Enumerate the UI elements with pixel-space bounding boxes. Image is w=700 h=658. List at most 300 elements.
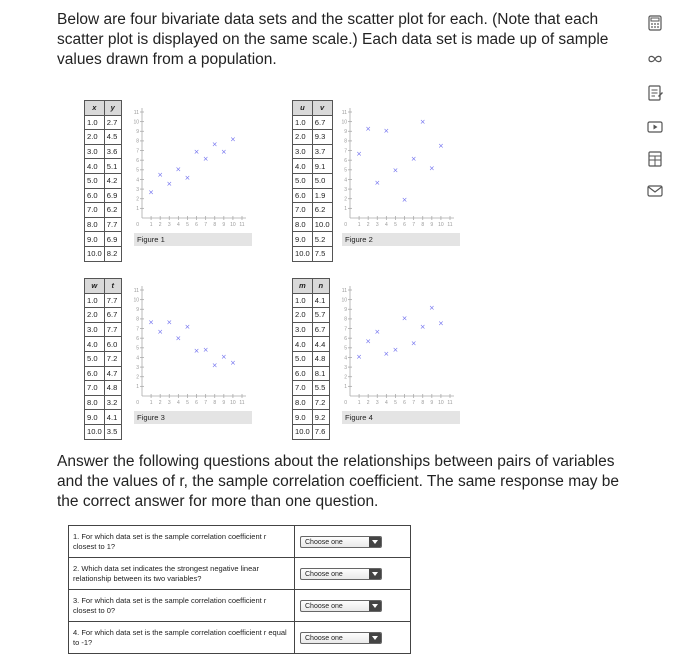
- data-point: ×: [175, 165, 182, 174]
- table-row: [85, 308, 122, 323]
- x-tick-label: 4: [176, 400, 180, 406]
- table-cell: 4.8: [312, 351, 329, 366]
- table-cell: 4.0: [85, 159, 105, 174]
- figure-label: Figure 3: [134, 411, 252, 424]
- chevron-down-icon: [369, 633, 381, 643]
- data-point: ×: [410, 154, 417, 163]
- table-cell: 4.4: [312, 337, 329, 352]
- y-tick-label: 7: [344, 148, 347, 155]
- intro-text: Below are four bivariate data sets and the scatter plot for each. (Note that each scatter plot is displayed on the same scale.) Each data set is made up of sample values drawn from a population.: [57, 11, 609, 68]
- data-point: ×: [410, 339, 417, 348]
- data-point: ×: [193, 148, 200, 157]
- y-tick-label: 2: [136, 374, 139, 381]
- column-header: v: [312, 101, 332, 116]
- table-cell: 8.0: [293, 395, 313, 410]
- table-cell: 7.0: [293, 203, 313, 218]
- table-row: [85, 217, 122, 232]
- y-tick-label: 11: [133, 287, 139, 294]
- data-point: ×: [437, 319, 444, 328]
- table-cell: 7.2: [312, 395, 329, 410]
- answer-select[interactable]: [300, 536, 382, 548]
- figure-label: Figure 4: [342, 411, 460, 424]
- table-cell: 5.0: [312, 173, 332, 188]
- table-row: [293, 366, 330, 381]
- data-point: ×: [229, 358, 236, 367]
- infinity-icon[interactable]: [646, 50, 664, 68]
- table-row: [293, 395, 330, 410]
- x-tick-label: 8: [421, 400, 425, 406]
- table-row: [293, 337, 330, 352]
- y-tick-label: 2: [136, 196, 139, 203]
- x-tick-label: 3: [167, 222, 171, 228]
- table-row: [293, 232, 333, 247]
- x-tick-label: 4: [384, 400, 388, 406]
- data-point: ×: [374, 327, 381, 336]
- table-cell: 9.0: [293, 410, 313, 425]
- data-point: ×: [383, 126, 390, 135]
- chevron-down-icon: [369, 601, 381, 611]
- table-cell: 6.0: [85, 188, 105, 203]
- data-point: ×: [428, 303, 435, 312]
- table-cell: 9.0: [293, 232, 313, 247]
- y-tick-label: 10: [341, 297, 347, 304]
- table-cell: 3.0: [293, 144, 313, 159]
- data-table-3: [84, 278, 122, 440]
- y-tick-label: 1: [136, 206, 139, 213]
- x-tick-label: 7: [204, 222, 208, 228]
- x-tick-label: 5: [186, 222, 189, 228]
- dataset-panel-4: [292, 278, 482, 437]
- table-cell: 4.0: [293, 337, 313, 352]
- table-cell: 10.0: [293, 246, 313, 261]
- data-point: ×: [229, 135, 236, 144]
- x-tick-label: 2: [158, 400, 162, 406]
- table-cell: 6.0: [104, 337, 121, 352]
- scatter-plot: [342, 278, 460, 410]
- data-point: ×: [184, 174, 191, 183]
- question-row: [69, 558, 411, 590]
- x-tick-label: 7: [204, 400, 208, 406]
- data-point: ×: [428, 164, 435, 173]
- table-cell: 3.0: [85, 322, 105, 337]
- data-table-4: [292, 278, 330, 440]
- dataset-panel-2: [292, 100, 482, 259]
- table-cell: 9.0: [85, 232, 105, 247]
- question-text: 2. Which data set indicates the strongest negative linear relationship between its two variables?: [69, 558, 295, 590]
- table-cell: 8.0: [293, 217, 313, 232]
- table-row: [85, 144, 122, 159]
- y-tick-label: 8: [344, 316, 347, 323]
- y-tick-label: 7: [136, 148, 139, 155]
- y-tick-label: 5: [136, 167, 139, 174]
- data-point: ×: [157, 171, 164, 180]
- x-tick-label: 9: [430, 222, 434, 228]
- x-tick-label: 2: [366, 222, 370, 228]
- table-row: [293, 351, 330, 366]
- y-tick-label: 1: [136, 384, 139, 391]
- table-row: [293, 130, 333, 145]
- table-row: [85, 410, 122, 425]
- data-point: ×: [148, 188, 155, 197]
- x-tick-label: 5: [186, 400, 189, 406]
- table-cell: 4.5: [104, 130, 121, 145]
- table-row: [85, 322, 122, 337]
- column-header: n: [312, 279, 329, 294]
- table-cell: 4.0: [293, 159, 313, 174]
- table-cell: 7.2: [104, 351, 121, 366]
- table-cell: 5.5: [312, 381, 329, 396]
- x-tick-label: 3: [375, 400, 379, 406]
- data-point: ×: [220, 148, 227, 157]
- select-label: Choose one: [305, 538, 343, 546]
- table-cell: 7.7: [104, 322, 121, 337]
- y-tick-label: 11: [341, 287, 347, 294]
- table-cell: 6.7: [312, 115, 332, 130]
- table-cell: 6.9: [104, 188, 121, 203]
- y-tick-label: 5: [344, 345, 347, 352]
- data-point: ×: [211, 140, 218, 149]
- table-cell: 3.2: [104, 395, 121, 410]
- table-cell: 5.1: [104, 159, 121, 174]
- column-header: m: [293, 279, 313, 294]
- select-label: Choose one: [305, 602, 343, 610]
- table-row: [85, 232, 122, 247]
- y-tick-label: 2: [344, 196, 347, 203]
- table-row: [85, 203, 122, 218]
- table-cell: 10.0: [85, 424, 105, 439]
- x-tick-label: 6: [403, 222, 406, 228]
- data-point: ×: [401, 314, 408, 323]
- table-row: [293, 115, 333, 130]
- y-tick-label: 4: [136, 177, 139, 184]
- table-cell: 5.7: [312, 308, 329, 323]
- table-cell: 3.6: [104, 144, 121, 159]
- table-cell: 6.2: [104, 203, 121, 218]
- table-row: [293, 246, 333, 261]
- table-row: [85, 337, 122, 352]
- y-tick-label: 5: [136, 345, 139, 352]
- table-cell: 6.0: [85, 366, 105, 381]
- x-tick-label: 6: [195, 222, 198, 228]
- question-text: 1. For which data set is the sample correlation coefficient r closest to 1?: [69, 526, 295, 558]
- table-cell: 6.2: [312, 203, 332, 218]
- y-tick-label: 4: [136, 355, 139, 362]
- data-point: ×: [175, 334, 182, 343]
- table-cell: 6.7: [104, 308, 121, 323]
- column-header: x: [85, 101, 105, 116]
- table-row: [293, 203, 333, 218]
- x-tick-label: 3: [167, 400, 171, 406]
- answer-select[interactable]: [300, 568, 382, 580]
- table-row: [85, 366, 122, 381]
- y-tick-label: 3: [136, 186, 139, 193]
- table-cell: 3.5: [104, 424, 121, 439]
- y-tick-label: 6: [136, 157, 139, 164]
- chevron-down-icon: [369, 537, 381, 547]
- table-cell: 8.2: [104, 246, 121, 261]
- y-tick-label: 9: [136, 129, 139, 136]
- calculator-icon[interactable]: [646, 14, 664, 32]
- question-intro-text: Answer the following questions about the relationships between pairs of variables and the values of r, the sample correlation coefficient. The same response may be the correct answer for more than one question.: [57, 453, 620, 510]
- notes-icon[interactable]: [646, 84, 664, 102]
- table-cell: 5.0: [293, 173, 313, 188]
- x-tick-label: 9: [222, 400, 226, 406]
- table-cell: 2.0: [85, 308, 105, 323]
- table-cell: 9.0: [85, 410, 105, 425]
- x-tick-label: 6: [403, 400, 406, 406]
- table-cell: 6.7: [312, 322, 329, 337]
- x-tick-label: 7: [412, 222, 416, 228]
- table-cell: 1.9: [312, 188, 332, 203]
- table-row: [85, 130, 122, 145]
- table-cell: 2.0: [293, 308, 313, 323]
- table-row: [85, 424, 122, 439]
- column-header: u: [293, 101, 313, 116]
- column-header: y: [104, 101, 121, 116]
- y-tick-label: 1: [344, 384, 347, 391]
- table-cell: 1.0: [85, 115, 105, 130]
- table-row: [85, 293, 122, 308]
- table-cell: 9.3: [312, 130, 332, 145]
- table-cell: 9.2: [312, 410, 329, 425]
- y-tick-label: 8: [136, 138, 139, 145]
- x-tick-label: 9: [430, 400, 434, 406]
- x-tick-label: 11: [239, 222, 245, 228]
- table-cell: 5.0: [85, 173, 105, 188]
- x-tick-label: 11: [447, 400, 453, 406]
- y-tick-label: 8: [136, 316, 139, 323]
- question-row: [69, 526, 411, 558]
- table-row: [293, 308, 330, 323]
- table-row: [293, 144, 333, 159]
- data-point: ×: [166, 179, 173, 188]
- table-cell: 2.0: [293, 130, 313, 145]
- y-tick-label: 9: [344, 307, 347, 314]
- table-row: [293, 217, 333, 232]
- table-row: [85, 115, 122, 130]
- y-tick-label: 8: [344, 138, 347, 145]
- x-tick-label: 1: [357, 400, 361, 406]
- x-tick-label: 2: [158, 222, 162, 228]
- select-label: Choose one: [305, 634, 343, 642]
- table-cell: 4.1: [104, 410, 121, 425]
- table-cell: 6.0: [293, 188, 313, 203]
- table-cell: 8.1: [312, 366, 329, 381]
- data-point: ×: [193, 347, 200, 356]
- table-row: [85, 381, 122, 396]
- x-tick-label: 2: [366, 400, 370, 406]
- answer-select[interactable]: [300, 632, 382, 644]
- data-table-2: [292, 100, 333, 262]
- table-cell: 1.0: [293, 293, 313, 308]
- table-cell: 1.0: [293, 115, 313, 130]
- question-text: 3. For which data set is the sample correlation coefficient r closest to 0?: [69, 590, 295, 622]
- table-cell: 7.6: [312, 424, 329, 439]
- x-tick-label: 8: [213, 222, 217, 228]
- table-cell: 7.7: [104, 293, 121, 308]
- x-tick-label: 1: [149, 400, 153, 406]
- data-point: ×: [419, 118, 426, 127]
- x-tick-label: 1: [149, 222, 153, 228]
- y-tick-label: 1: [344, 206, 347, 213]
- table-cell: 4.0: [85, 337, 105, 352]
- y-tick-label: 6: [344, 335, 347, 342]
- y-tick-label: 9: [344, 129, 347, 136]
- table-cell: 6.0: [293, 366, 313, 381]
- scatter-plot: [134, 100, 252, 232]
- question-text: 4. For which data set is the sample correlation coefficient r equal to -1?: [69, 622, 295, 654]
- table-row: [293, 159, 333, 174]
- data-point: ×: [202, 154, 209, 163]
- table-row: [85, 351, 122, 366]
- data-point: ×: [365, 337, 372, 346]
- select-label: Choose one: [305, 570, 343, 578]
- data-point: ×: [356, 352, 363, 361]
- question-row: [69, 590, 411, 622]
- table-row: [293, 188, 333, 203]
- data-point: ×: [157, 327, 164, 336]
- column-header: t: [104, 279, 121, 294]
- column-header: w: [85, 279, 105, 294]
- data-point: ×: [392, 346, 399, 355]
- data-point: ×: [148, 318, 155, 327]
- y-tick-label: 10: [133, 297, 139, 304]
- answer-select[interactable]: [300, 600, 382, 612]
- table-cell: 6.9: [104, 232, 121, 247]
- y-tick-label: 4: [344, 355, 347, 362]
- table-row: [85, 173, 122, 188]
- x-tick-label: 8: [421, 222, 425, 228]
- data-point: ×: [356, 149, 363, 158]
- scatter-plot: [342, 100, 460, 232]
- x-tick-label: 5: [394, 222, 397, 228]
- table-cell: 10.0: [293, 424, 313, 439]
- table-cell: 2.0: [85, 130, 105, 145]
- table-row: [85, 246, 122, 261]
- table-cell: 9.1: [312, 159, 332, 174]
- y-tick-label: 5: [344, 167, 347, 174]
- x-tick-label: 11: [239, 400, 245, 406]
- y-tick-label: 2: [344, 374, 347, 381]
- y-tick-label: 6: [136, 335, 139, 342]
- table-cell: 4.8: [104, 381, 121, 396]
- origin-label: 0: [136, 400, 139, 406]
- table-row: [293, 293, 330, 308]
- dataset-panel-3: [84, 278, 274, 437]
- x-tick-label: 3: [375, 222, 379, 228]
- table-row: [293, 381, 330, 396]
- table-cell: 5.0: [293, 351, 313, 366]
- data-point: ×: [211, 361, 218, 370]
- origin-label: 0: [344, 222, 347, 228]
- y-tick-label: 11: [341, 109, 347, 116]
- y-tick-label: 3: [136, 364, 139, 371]
- x-tick-label: 11: [447, 222, 453, 228]
- dataset-panel-1: [84, 100, 274, 259]
- table-cell: 7.0: [85, 203, 105, 218]
- data-point: ×: [401, 196, 408, 205]
- table-cell: 5.2: [312, 232, 332, 247]
- data-point: ×: [184, 323, 191, 332]
- table-cell: 3.0: [85, 144, 105, 159]
- table-row: [85, 188, 122, 203]
- y-tick-label: 7: [136, 326, 139, 333]
- x-tick-label: 6: [195, 400, 198, 406]
- table-row: [85, 159, 122, 174]
- x-tick-label: 1: [357, 222, 361, 228]
- figure-label: Figure 2: [342, 233, 460, 246]
- data-point: ×: [202, 346, 209, 355]
- table-cell: 3.7: [312, 144, 332, 159]
- table-cell: 8.0: [85, 395, 105, 410]
- y-tick-label: 10: [133, 119, 139, 126]
- data-point: ×: [220, 352, 227, 361]
- table-cell: 4.1: [312, 293, 329, 308]
- x-tick-label: 9: [222, 222, 226, 228]
- y-tick-label: 11: [133, 109, 139, 116]
- table-row: [293, 173, 333, 188]
- y-tick-label: 6: [344, 157, 347, 164]
- table-row: [293, 424, 330, 439]
- table-cell: 8.0: [85, 217, 105, 232]
- table-cell: 5.0: [85, 351, 105, 366]
- y-tick-label: 4: [344, 177, 347, 184]
- table-cell: 10.0: [85, 246, 105, 261]
- table-row: [293, 410, 330, 425]
- data-table-1: [84, 100, 122, 262]
- video-icon[interactable]: [646, 118, 664, 136]
- data-point: ×: [419, 323, 426, 332]
- table-cell: 4.2: [104, 173, 121, 188]
- scatter-plot: [134, 278, 252, 410]
- table-cell: 4.7: [104, 366, 121, 381]
- y-tick-label: 3: [344, 186, 347, 193]
- data-point: ×: [392, 166, 399, 175]
- y-tick-label: 9: [136, 307, 139, 314]
- table-row: [85, 395, 122, 410]
- figure-label: Figure 1: [134, 233, 252, 246]
- questions-table: [68, 525, 411, 654]
- question-row: [69, 622, 411, 654]
- table-cell: 7.0: [85, 381, 105, 396]
- table-icon[interactable]: [646, 150, 664, 168]
- chevron-down-icon: [369, 569, 381, 579]
- x-tick-label: 5: [394, 400, 397, 406]
- y-tick-label: 3: [344, 364, 347, 371]
- table-cell: 3.0: [293, 322, 313, 337]
- table-cell: 10.0: [312, 217, 332, 232]
- x-tick-label: 4: [176, 222, 180, 228]
- x-tick-label: 10: [438, 222, 444, 228]
- table-cell: 7.7: [104, 217, 121, 232]
- data-point: ×: [365, 124, 372, 133]
- y-tick-label: 10: [341, 119, 347, 126]
- data-point: ×: [383, 350, 390, 359]
- data-point: ×: [166, 318, 173, 327]
- data-point: ×: [437, 142, 444, 151]
- x-tick-label: 7: [412, 400, 416, 406]
- table-row: [293, 322, 330, 337]
- x-tick-label: 10: [230, 400, 236, 406]
- y-tick-label: 7: [344, 326, 347, 333]
- origin-label: 0: [136, 222, 139, 228]
- table-cell: 1.0: [85, 293, 105, 308]
- mail-icon[interactable]: [646, 182, 664, 200]
- data-point: ×: [374, 178, 381, 187]
- table-cell: 2.7: [104, 115, 121, 130]
- x-tick-label: 10: [438, 400, 444, 406]
- table-cell: 7.0: [293, 381, 313, 396]
